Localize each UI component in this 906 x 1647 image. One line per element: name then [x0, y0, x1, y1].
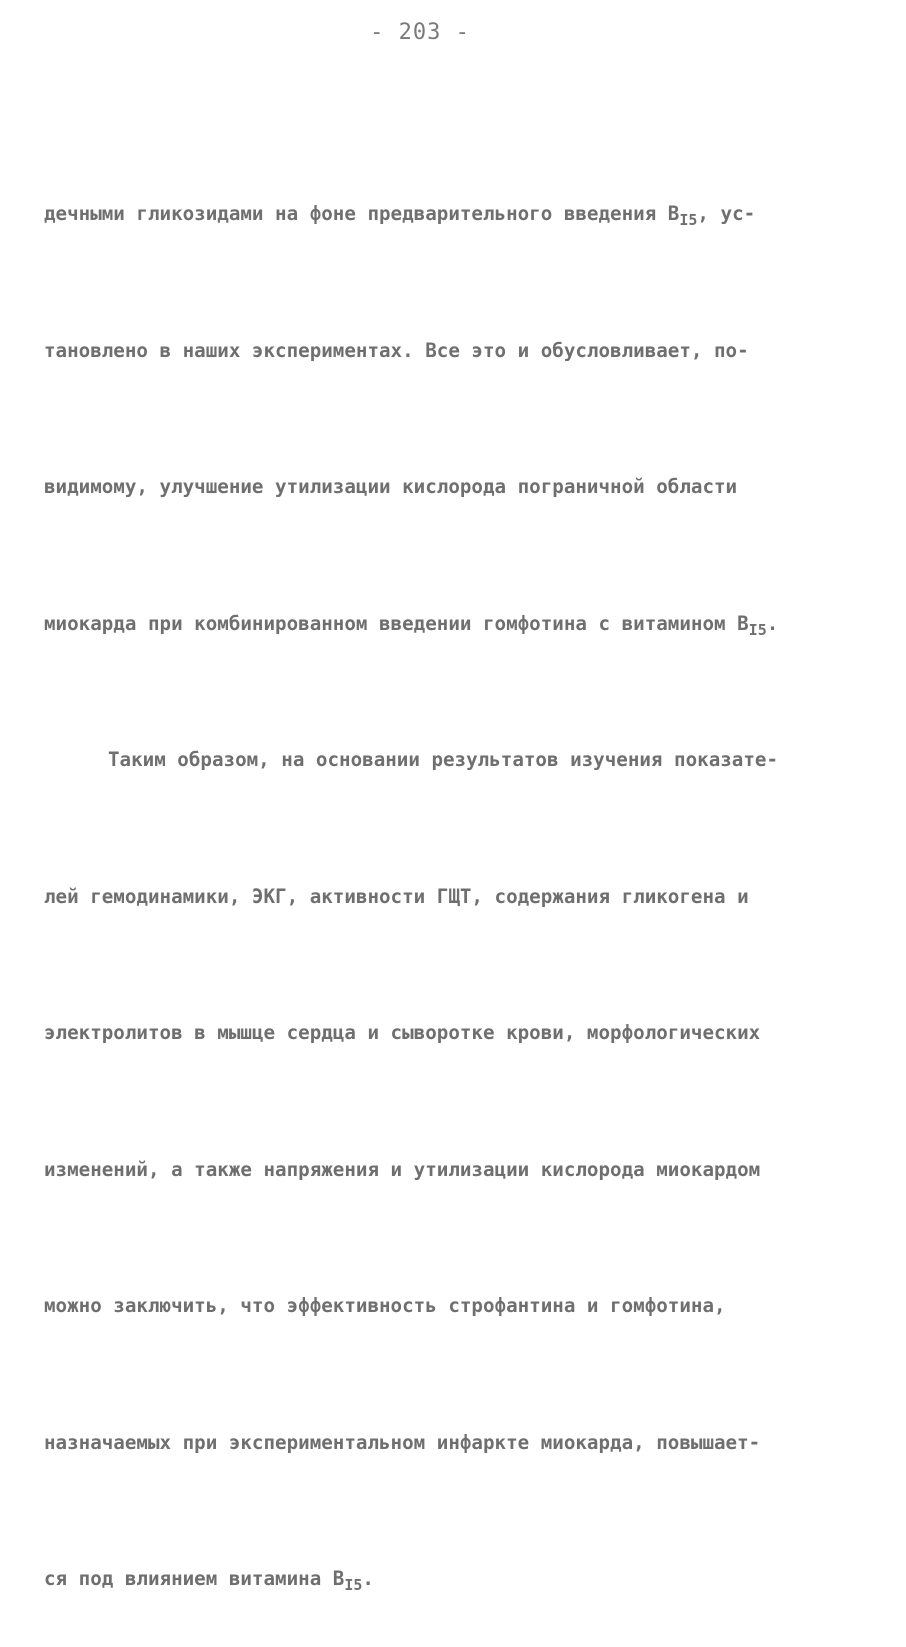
- line-text: можно заключить, что эффективность строфантина и гомфотина,: [44, 1294, 726, 1317]
- text-line: [44, 191, 864, 237]
- line-text: дечными гликозидами на фоне предварительного введения В: [44, 202, 680, 225]
- text-line: [44, 1147, 864, 1193]
- line-text: лей гемодинамики, ЭКГ, активности ГЩТ, содержания гликогена и: [44, 884, 749, 908]
- line-text: изменений, а также напряжения и утилизации кислорода миокардом: [44, 1157, 761, 1181]
- line-text: электролитов в мышце сердца и сыворотке крови, морфологических: [44, 1021, 761, 1044]
- text-line: [44, 464, 864, 510]
- line-text-tail: , ус-: [697, 202, 756, 225]
- subscript: I5: [748, 620, 767, 639]
- text-line: [44, 601, 864, 647]
- text-line: [44, 328, 864, 374]
- page-number: - 203 -: [370, 20, 470, 45]
- line-text: видимому, улучшение утилизации кислорода пограничной области: [44, 475, 738, 498]
- text-line: [44, 1283, 864, 1329]
- line-text: тановлено в наших экспериментах. Все это и обусловливает, по-: [44, 338, 749, 362]
- text-line: [44, 874, 864, 920]
- text-line: [44, 1010, 864, 1056]
- line-text: назначаемых при экспериментальном инфаркте миокарда, повышает-: [44, 1430, 761, 1454]
- line-text: Таким образом, на основании результатов изучения показате-: [108, 748, 779, 771]
- document-text: [44, 100, 864, 1647]
- subscript: I5: [679, 211, 698, 229]
- line-text-tail: .: [362, 1567, 374, 1590]
- line-text-tail: .: [766, 611, 779, 635]
- subscript: I5: [344, 1576, 363, 1594]
- line-text: миокарда при комбинированном введении гомфотина с витамином В: [44, 611, 749, 635]
- line-text: ся под влиянием витамина В: [44, 1567, 345, 1590]
- text-line: [44, 1420, 864, 1466]
- text-line: [44, 1556, 864, 1602]
- text-line-paragraph-start: [44, 737, 864, 783]
